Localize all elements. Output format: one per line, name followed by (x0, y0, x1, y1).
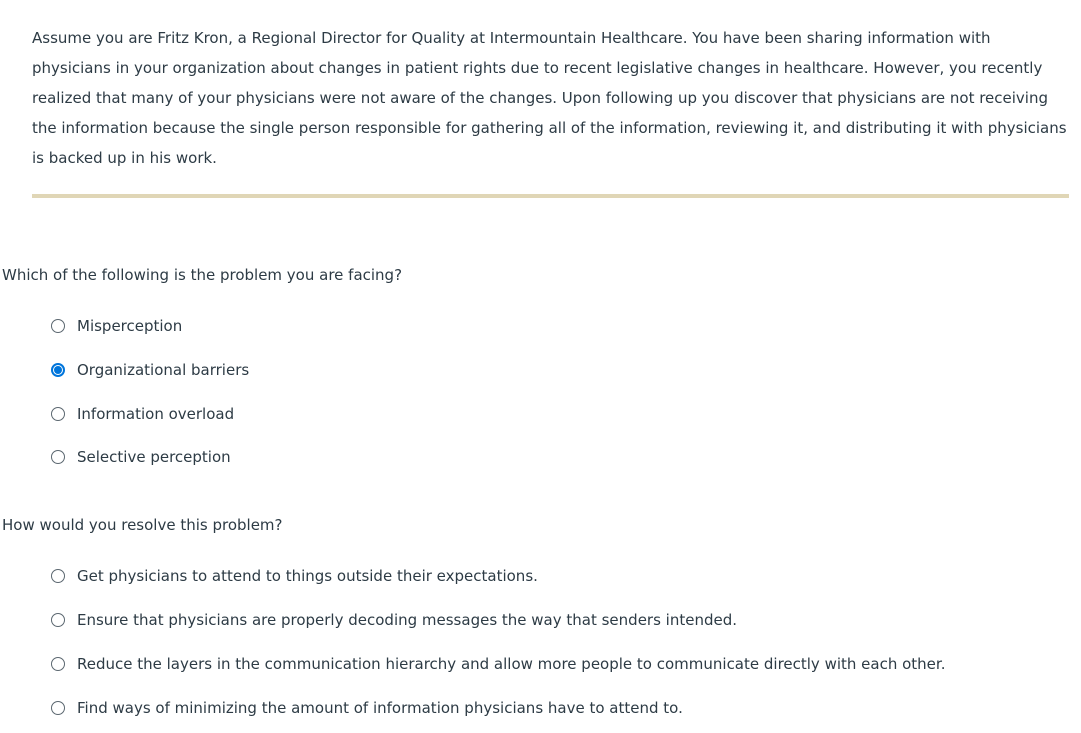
answer-option-attend-outside-expectations[interactable] (51, 565, 945, 587)
answer-option-label: Find ways of minimizing the amount of information physicians have to attend to. (77, 699, 683, 717)
section-divider (32, 194, 1069, 198)
answer-option-proper-decoding[interactable] (51, 609, 945, 631)
radio-button[interactable] (51, 450, 65, 464)
radio-button[interactable] (51, 319, 65, 333)
answer-option-label: Get physicians to attend to things outside their expectations. (77, 567, 538, 585)
answer-option-label: Misperception (77, 317, 183, 335)
answer-option-label: Organizational barriers (77, 361, 250, 379)
answer-option-label: Reduce the layers in the communication hierarchy and allow more people to communicate directly with each other. (77, 655, 946, 673)
question-1-prompt: Which of the following is the problem you are facing? (2, 266, 403, 284)
radio-button[interactable] (51, 363, 65, 377)
question-2-options (51, 565, 945, 733)
radio-button[interactable] (51, 613, 65, 627)
question-1-options (51, 315, 249, 490)
answer-option-organizational-barriers[interactable] (51, 359, 249, 381)
answer-option-minimize-information[interactable] (51, 697, 945, 719)
radio-button[interactable] (51, 569, 65, 583)
answer-option-selective-perception[interactable] (51, 446, 249, 468)
answer-option-label: Information overload (77, 405, 235, 423)
radio-button[interactable] (51, 407, 65, 421)
radio-button[interactable] (51, 701, 65, 715)
scenario-text: Assume you are Fritz Kron, a Regional Director for Quality at Intermountain Healthcare. You have been sharing information with physicians in your organization about changes in patient rights due to recent legislative changes in healthcare. However, you recently realized that many of your physicians were not aware of the changes. Upon following up you discover that physicians are not receiving the information because the single person responsible for gathering all of the information, reviewing it, and distributing it with physicians is backed up in his work. (32, 29, 1067, 167)
radio-button[interactable] (51, 657, 65, 671)
answer-option-information-overload[interactable] (51, 403, 249, 425)
question-2-prompt: How would you resolve this problem? (2, 516, 283, 534)
answer-option-misperception[interactable] (51, 315, 249, 337)
answer-option-label: Selective perception (77, 448, 231, 466)
answer-option-label: Ensure that physicians are properly decoding messages the way that senders intended. (77, 611, 737, 629)
answer-option-reduce-hierarchy-layers[interactable] (51, 653, 945, 675)
